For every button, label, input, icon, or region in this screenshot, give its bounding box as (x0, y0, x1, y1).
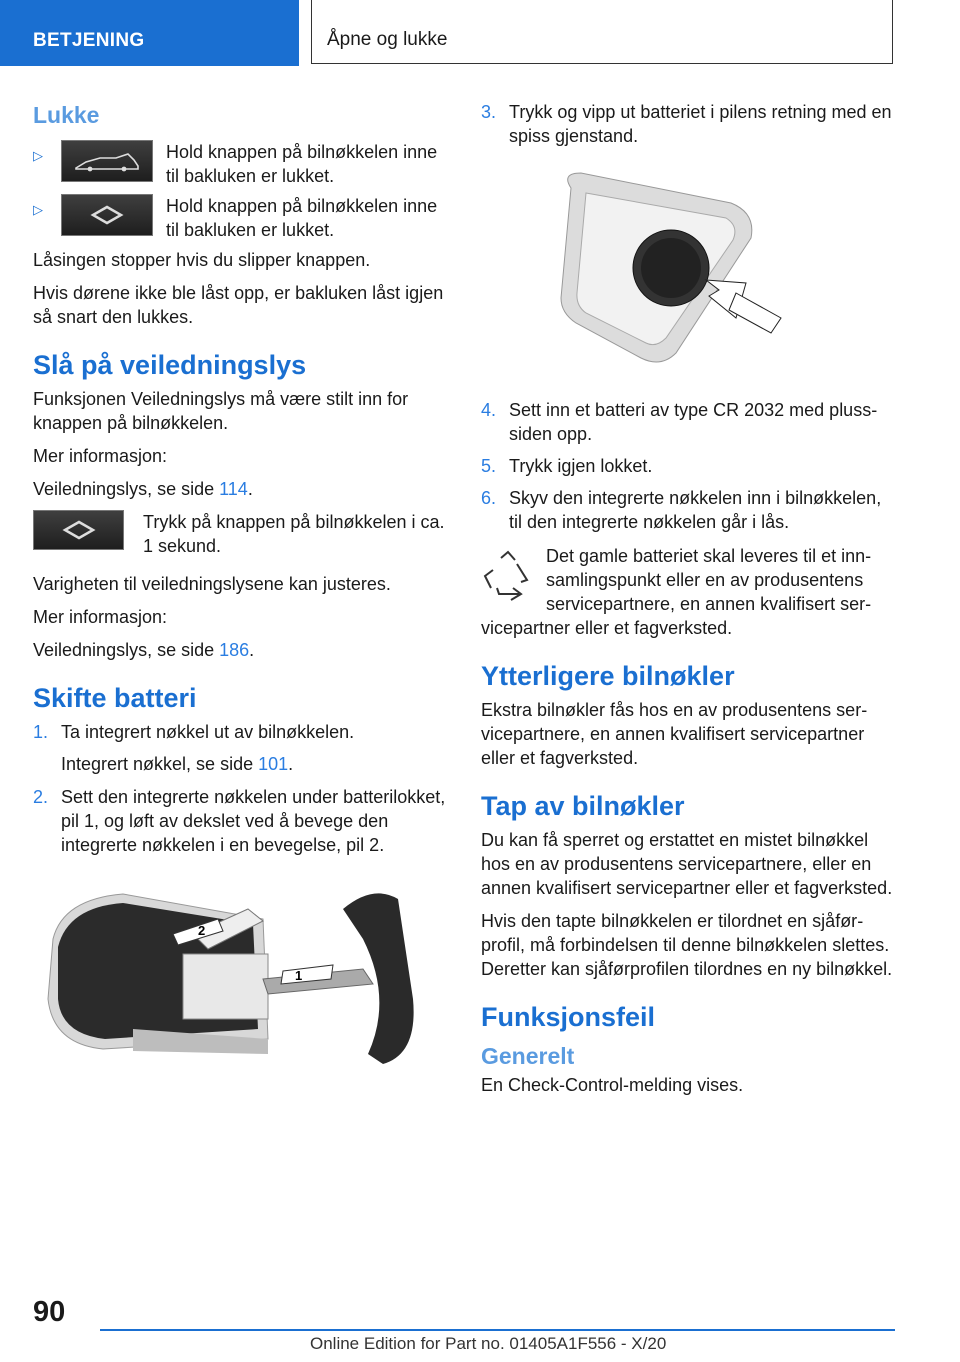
footer-edition: Online Edition for Part no. 01405A1F556 - X/20 (310, 1334, 667, 1353)
step-1 (33, 720, 448, 744)
step-text: Skyv den integrerte nøkkelen inn i bilnøkkelen, til den integrerte nøkkelen går i lås. (509, 488, 882, 532)
reference-text: Veiledningslys, se side (33, 640, 220, 660)
step-text: Trykk og vipp ut batteriet i pilens retning med en spiss gjenstand. (509, 102, 892, 146)
tailgate-button-icon (61, 140, 153, 182)
recycle-icon (481, 548, 536, 608)
step-number: 5. (481, 456, 497, 476)
bullet-triangle-icon: ▷ (33, 202, 43, 217)
step-text: Trykk igjen lokket. (509, 456, 653, 476)
step-6 (481, 486, 896, 534)
left-column (33, 100, 448, 1105)
step-number: 4. (481, 400, 497, 420)
tap-heading: Tap av bilnøkler (481, 791, 685, 821)
step-3 (481, 100, 896, 148)
header-chapter-label: Åpne og lukke (327, 29, 448, 50)
step-number: 3. (481, 102, 497, 122)
generelt-paragraph: En Check-Control-melding vises. (481, 1075, 744, 1095)
step-number: 1. (33, 722, 49, 742)
step-1-reference: Integrert nøkkel, se side 101. (61, 754, 294, 774)
lukke-item-1 (33, 140, 448, 188)
slaa-paragraph-2: Mer informasjon: (33, 446, 168, 466)
page-link-186[interactable]: 186 (219, 640, 250, 660)
reference-text: Veiledningslys, se side (33, 479, 220, 499)
step-text: Ta integrert nøkkel ut av bilnøkkelen. (61, 722, 355, 742)
reference-text: Integrert nøkkel, se side (61, 754, 259, 774)
skifte-heading: Skifte batteri (33, 683, 197, 713)
lukke-item-2-text: Hold knappen på bilnøkkelen inne til bakluken er lukket. (166, 196, 438, 240)
slaa-reference-2: Veiledningslys, se side 186. (33, 640, 255, 660)
step-2 (33, 785, 448, 857)
arrow-1-label: 1 (295, 968, 303, 983)
lukke-paragraph-1: Låsingen stopper hvis du slipper knappen. (33, 250, 371, 270)
header-section-label: BETJENING (33, 30, 145, 51)
tap-paragraph-2: Hvis den tapte bilnøkkelen er tilordnet en sjåførprofil, må forbindelsen til denne bilnøkkelen slettes. Deretter kan sjåførprofilen tilordnes en ny bilnøkkel. (481, 911, 893, 979)
header-section-tab (0, 0, 299, 66)
step-4 (481, 398, 896, 446)
ytterligere-paragraph: Ekstra bilnøkler fås hos en av produsentens servicepartnere, en annen kvalifisert servicepartner eller et fagverksted. (481, 700, 868, 768)
step-number: 2. (33, 787, 49, 807)
guide-light-button-icon (33, 510, 124, 550)
slaa-heading: Slå på veiledningslys (33, 350, 307, 380)
page-number: 90 (33, 1296, 66, 1328)
tap-paragraph-1: Du kan få sperret og erstattet en mistet bilnøkkel hos en av produsentens servicepartnere, eller en annen kvalifisert servicepartner eller et fagverksted. (481, 830, 893, 898)
lukke-item-1-text: Hold knappen på bilnøkkelen inne til bakluken er lukket. (166, 142, 438, 186)
generelt-heading: Generelt (481, 1043, 575, 1069)
slaa-paragraph-4: Mer informasjon: (33, 607, 168, 627)
funksjon-heading: Funksjonsfeil (481, 1002, 656, 1032)
page-link-114[interactable]: 114 (219, 479, 248, 499)
step-number: 6. (481, 488, 497, 508)
slaa-reference-1: Veiledningslys, se side 114. (33, 479, 253, 499)
right-column (481, 100, 896, 1106)
key-battery-cover-illustration (33, 879, 448, 1099)
page-link-101[interactable]: 101 (258, 754, 289, 774)
slaa-key-text: Trykk på knappen på bilnøkkelen i ca. 1 sekund. (143, 512, 445, 556)
recycle-note-text: Det gamle batteriet skal leveres til et innsamlingspunkt eller en av produsentens servicepartnere, en annen kvalifisert servicepartner eller et fagverksted. (481, 546, 872, 638)
step-text: Sett inn et batteri av type CR 2032 med pluss-siden opp. (509, 400, 878, 444)
lukke-heading: Lukke (33, 102, 100, 128)
slaa-paragraph-1: Funksjonen Veiledningslys må være stilt inn for knappen på bilnøkkelen. (33, 389, 409, 433)
recycle-note (481, 544, 896, 640)
arrow-2-label: 2 (198, 923, 206, 938)
slaa-key-row (33, 510, 448, 558)
ytterligere-heading: Ytterligere bilnøkler (481, 661, 735, 691)
step-5 (481, 454, 896, 478)
bullet-triangle-icon: ▷ (33, 148, 43, 163)
slaa-paragraph-3: Varigheten til veiledningslysene kan justeres. (33, 574, 391, 594)
battery-removal-illustration (481, 168, 896, 378)
lukke-paragraph-2: Hvis dørene ikke ble låst opp, er bakluken låst igjen så snart den lukkes. (33, 283, 444, 327)
header-chapter-box (311, 0, 893, 64)
footer-divider (100, 1329, 895, 1331)
lock-button-icon (61, 194, 153, 236)
lukke-item-2 (33, 194, 448, 242)
step-text: Sett den integrerte nøkkelen under batterilokket, pil 1, og løft av dekslet ved å bevege den integrerte nøkkelen i en bevegelse, pil 2. (61, 787, 446, 855)
